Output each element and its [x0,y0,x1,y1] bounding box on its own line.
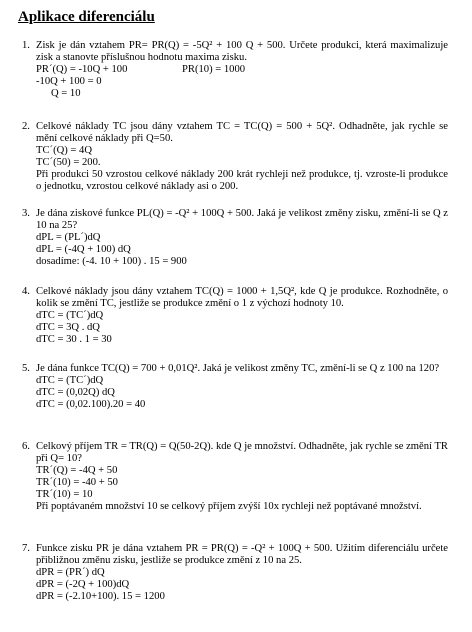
solution-line: TR´(10) = 10 [36,489,93,500]
solution-line: dosadíme: (-4. 10 + 100) . 15 = 900 [36,256,187,267]
solution-note: Při produkci 50 vzrostou celkové náklady 200 krát rychleji než produkce, tj. vzroste-li produkce o jednotku, vzrostou celkové náklady asi o 200. [36,169,448,192]
solution-line: TC´(50) = 200. [36,157,101,168]
problem-5 [18,363,448,411]
problem-statement: Je dána funkce TC(Q) = 700 + 0,01Q². Jaká je velikost změny TC, změní-li se Q z 100 na 120? [36,363,440,374]
problem-statement: Celkové náklady TC jsou dány vztahem TC = TC(Q) = 500 + 5Q². Odhadněte, jak rychle se mění celkové náklady při Q=50. [36,121,448,144]
solution-line: PR´(Q) = -10Q + 100 [36,64,128,75]
solution-line: dTC = (0,02.100).20 = 40 [36,399,146,410]
solution-line: TR´(10) = -40 + 50 [36,477,118,488]
problem-number: 5. [22,363,30,374]
solution-line: dPR = (PR´) dQ [36,567,105,578]
problem-number: 1. [22,40,30,51]
problem-statement: Celkový příjem TR = TR(Q) = Q(50-2Q). kde Q je množství. Odhadněte, jak rychle se změní TR při Q= 10? [36,441,448,464]
solution-line: dTC = 3Q . dQ [36,322,100,333]
solution-line: TC´(Q) = 4Q [36,145,92,156]
problem-number: 6. [22,441,30,452]
problem-6 [18,441,448,513]
solution-line: dTC = (TC´)dQ [36,310,104,321]
problem-statement: Funkce zisku PR je dána vztahem PR = PR(Q) = -Q² + 100Q + 500. Užitím diferenciálu určete přibližnou změnu zisku, jestliže se produkce změní z 10 na 25. [36,543,448,566]
solution-line: Q = 10 [51,88,81,99]
problem-number: 3. [22,208,30,219]
solution-line: dPL = (PL´)dQ [36,232,101,243]
problem-statement: Je dána ziskové funkce PL(Q) = -Q² + 100Q + 500. Jaká je velikost změny zisku, změní-li se Q z 10 na 25? [36,208,448,231]
problem-7 [18,543,448,603]
problem-number: 7. [22,543,30,554]
solution-line: dPR = (-2.10+100). 15 = 1200 [36,591,165,602]
solution-line: TR´(Q) = -4Q + 50 [36,465,118,476]
solution-line-side: PR(10) = 1000 [182,64,246,75]
problem-3 [18,208,448,268]
solution-line: dTC = (TC´)dQ [36,375,104,386]
problem-statement: Zisk je dán vztahem PR= PR(Q) = -5Q² + 100 Q + 500. Určete produkci, která maximalizuje zisk a stanovte příslušnou hodnotu maxima zisku. [36,40,448,63]
problem-2 [18,121,448,193]
solution-line: dTC = (0,02Q) dQ [36,387,115,398]
problem-1 [18,40,448,100]
document-title: Aplikace diferenciálu [18,9,155,25]
solution-line: dPR = (-2Q + 100)dQ [36,579,130,590]
problem-number: 4. [22,286,30,297]
solution-line: dPL = (-4Q + 100) dQ [36,244,131,255]
problem-statement: Celkové náklady jsou dány vztahem TC(Q) = 1000 + 1,5Q², kde Q je produkce. Rozhodněte, o kolik se změní TC, jestliže se produkce změní o 1 z výchozí hodnoty 10. [36,286,448,309]
problem-4 [18,286,448,346]
solution-line: -10Q + 100 = 0 [36,76,102,87]
problem-number: 2. [22,121,30,132]
solution-note: Při poptávaném množství 10 se celkový příjem zvýší 10x rychleji než poptávané množství. [36,501,422,512]
solution-line: dTC = 30 . 1 = 30 [36,334,112,345]
